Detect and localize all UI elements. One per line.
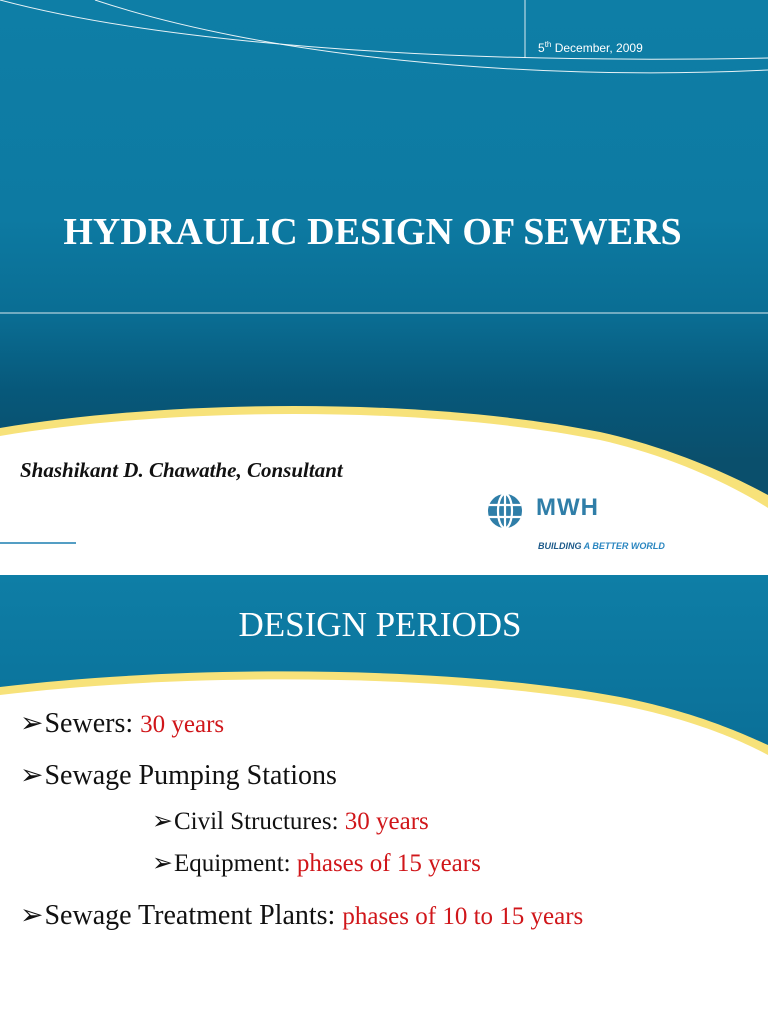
bullet-pumping-stations bbox=[20, 758, 337, 792]
presentation-date bbox=[538, 40, 643, 55]
bullet-arrow-icon: ➢ bbox=[152, 808, 173, 835]
design-periods-slide bbox=[0, 575, 768, 1024]
bullet-label: Sewage Pumping Stations bbox=[44, 760, 337, 791]
bullet-arrow-icon: ➢ bbox=[20, 900, 44, 931]
logo-tagline-highlight: A BETTER WORLD bbox=[583, 541, 665, 551]
bullet-treatment-plants bbox=[20, 898, 583, 932]
bullet-value: 30 years bbox=[140, 711, 225, 738]
date-suffix: th bbox=[544, 40, 552, 49]
bullet-value: 30 years bbox=[344, 808, 429, 835]
logo-tagline-prefix: BUILDING bbox=[538, 541, 584, 551]
slide-heading: DESIGN PERIODS bbox=[238, 605, 522, 644]
bullet-civil-structures bbox=[152, 806, 429, 836]
bullet-label: Sewers: bbox=[44, 708, 141, 739]
bullet-equipment bbox=[152, 848, 481, 878]
bullet-sewers bbox=[20, 706, 224, 740]
logo-tagline bbox=[538, 541, 665, 551]
bullet-label: Sewage Treatment Plants: bbox=[44, 900, 343, 931]
globe-icon bbox=[486, 492, 524, 530]
slide-title: HYDRAULIC DESIGN OF SEWERS bbox=[63, 211, 682, 253]
date-day: 5 bbox=[538, 41, 545, 55]
bullet-value: phases of 15 years bbox=[296, 850, 481, 877]
date-rest: December, 2009 bbox=[551, 41, 643, 55]
bullet-arrow-icon: ➢ bbox=[20, 708, 44, 739]
bullet-arrow-icon: ➢ bbox=[152, 850, 173, 877]
bullet-arrow-icon: ➢ bbox=[20, 760, 44, 791]
logo-name: MWH bbox=[536, 494, 599, 521]
bullet-label: Equipment: bbox=[173, 850, 297, 877]
bullet-value: phases of 10 to 15 years bbox=[342, 903, 584, 930]
author-name: Shashikant D. Chawathe, Consultant bbox=[20, 458, 343, 482]
bullet-label: Civil Structures: bbox=[173, 808, 345, 835]
mwh-logo bbox=[486, 492, 696, 554]
